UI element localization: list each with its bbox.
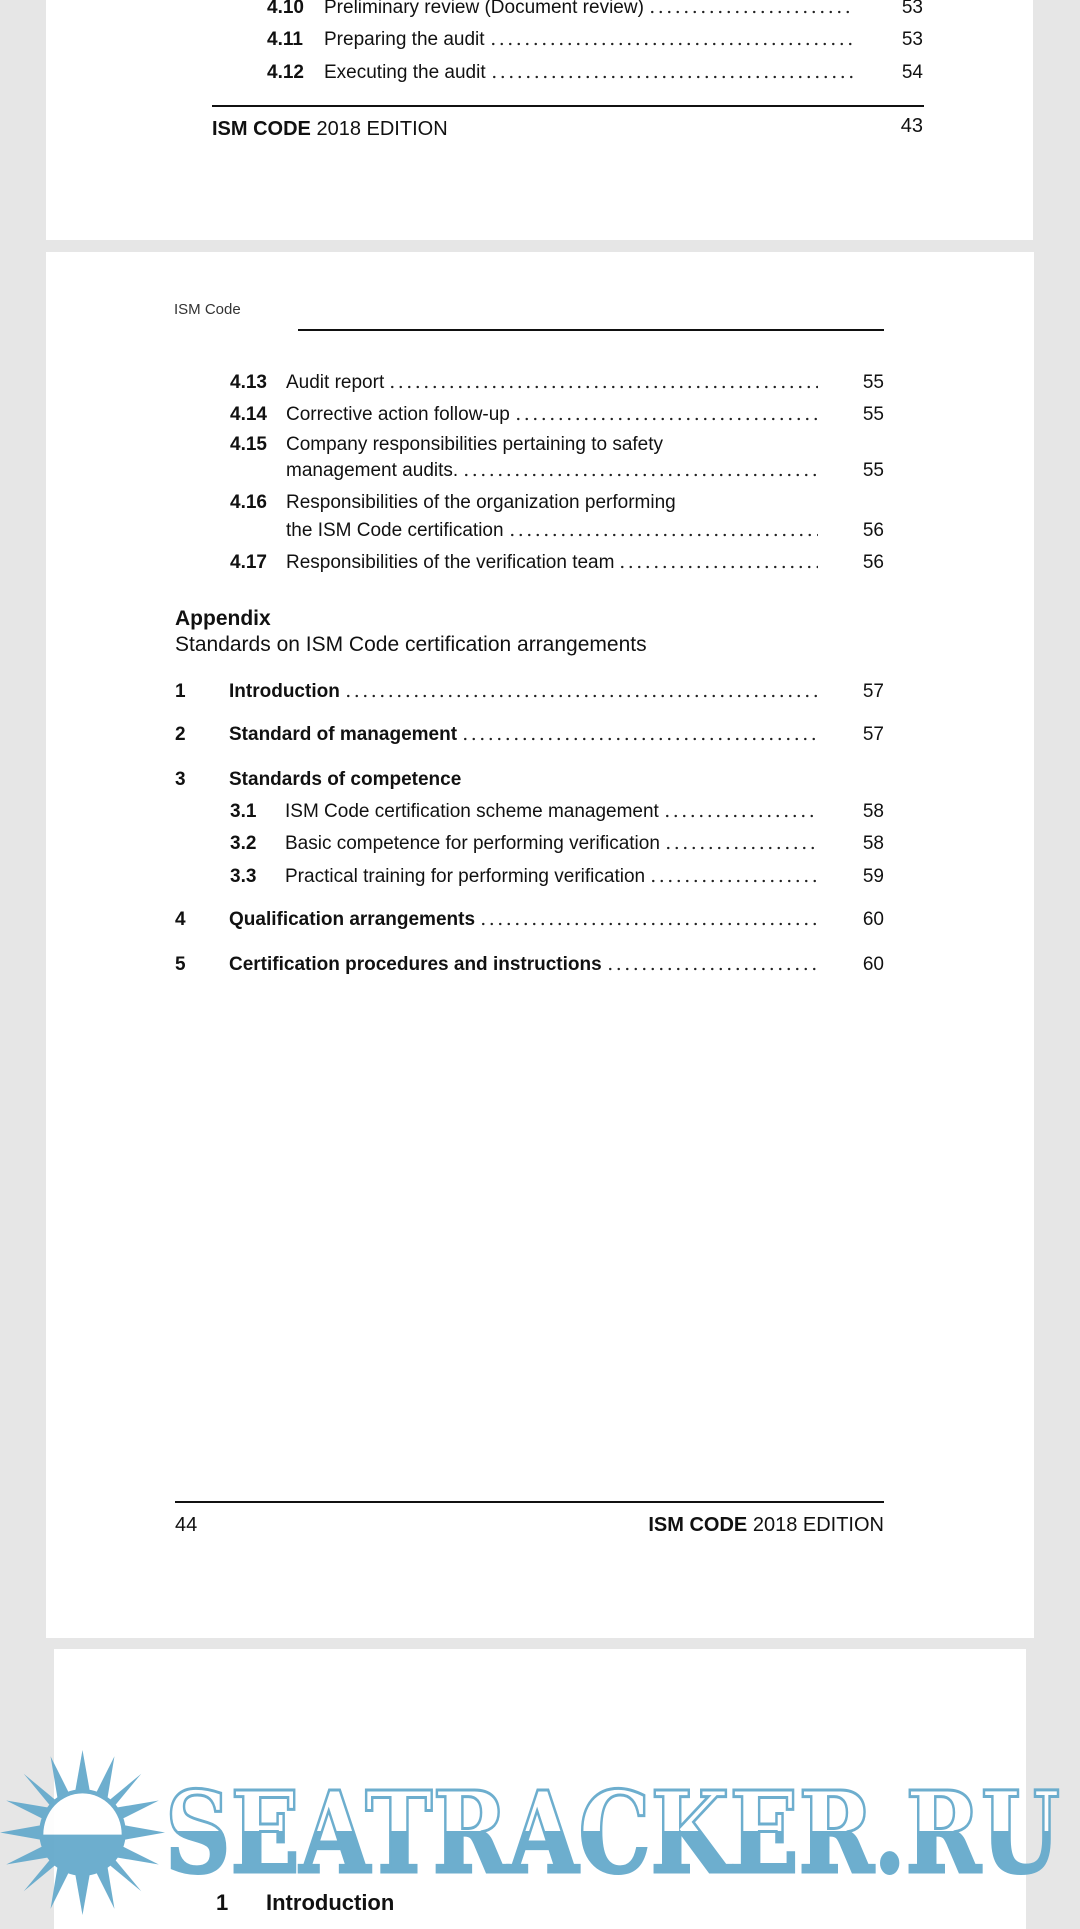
entry-number: 4.13 bbox=[230, 372, 267, 393]
dot-leader bbox=[648, 9, 853, 15]
section-page: 60 bbox=[862, 909, 884, 930]
toc-entry[interactable] bbox=[230, 370, 884, 394]
sun-logo-icon bbox=[0, 1750, 165, 1915]
entry-page: 54 bbox=[901, 62, 923, 83]
appendix-heading: Appendix bbox=[175, 607, 271, 630]
toc-entry[interactable] bbox=[267, 0, 923, 19]
entry-page: 55 bbox=[862, 460, 884, 481]
entry-title-continued: management audits. bbox=[286, 460, 459, 481]
section-page: 57 bbox=[862, 724, 884, 745]
subsection-page: 59 bbox=[862, 866, 884, 887]
entry-number: 4.12 bbox=[267, 62, 304, 83]
footer-brand: ISM CODE bbox=[648, 1514, 748, 1536]
toc-entry-line2[interactable] bbox=[286, 458, 884, 482]
page-44 bbox=[46, 252, 1034, 1638]
dot-leader bbox=[508, 532, 818, 538]
entry-page: 56 bbox=[862, 552, 884, 573]
entry-page: 53 bbox=[901, 0, 923, 18]
appendix-subtitle: Standards on ISM Code certification arrangements bbox=[175, 633, 647, 656]
section-title: Qualification arrangements bbox=[229, 909, 476, 930]
section-number: 1 bbox=[175, 681, 186, 702]
dot-leader bbox=[479, 921, 818, 927]
footer-edition: 2018 EDITION bbox=[316, 118, 448, 140]
subsection-title: Practical training for performing verification bbox=[285, 866, 646, 887]
dot-leader bbox=[388, 384, 818, 390]
entry-page: 53 bbox=[901, 29, 923, 50]
toc-section[interactable] bbox=[175, 907, 884, 931]
toc-section[interactable] bbox=[175, 767, 884, 791]
subsection-number: 3.2 bbox=[230, 833, 257, 854]
entry-title: Preparing the audit bbox=[324, 29, 485, 50]
entry-number: 4.10 bbox=[267, 0, 304, 18]
entry-title: Company responsibilities pertaining to safety bbox=[286, 434, 664, 455]
toc-subsection[interactable] bbox=[230, 799, 884, 823]
watermark bbox=[0, 1750, 1080, 1888]
subsection-page: 58 bbox=[862, 801, 884, 822]
footer-rule bbox=[212, 105, 924, 107]
dot-leader bbox=[461, 736, 818, 742]
entry-page: 55 bbox=[862, 404, 884, 425]
toc-section[interactable] bbox=[175, 952, 884, 976]
dot-leader bbox=[344, 693, 818, 699]
chapter-heading: Introduction bbox=[266, 1890, 395, 1915]
toc-section[interactable] bbox=[175, 679, 884, 703]
toc-entry[interactable] bbox=[230, 550, 884, 574]
toc-entry[interactable] bbox=[267, 27, 923, 51]
page-43 bbox=[46, 0, 1033, 240]
footer-brand: ISM CODE bbox=[212, 118, 311, 140]
footer-title bbox=[648, 1513, 884, 1537]
dot-leader bbox=[618, 564, 818, 570]
subsection-title: Basic competence for performing verification bbox=[285, 833, 660, 854]
section-title: Certification procedures and instructions bbox=[229, 954, 602, 975]
section-page: 60 bbox=[862, 954, 884, 975]
dot-leader bbox=[606, 966, 818, 972]
entry-number: 4.16 bbox=[230, 492, 267, 513]
entry-page: 55 bbox=[862, 372, 884, 393]
dot-leader bbox=[663, 813, 818, 819]
section-number: 3 bbox=[175, 769, 186, 790]
entry-title: Preliminary review (Document review) bbox=[324, 0, 644, 18]
toc-entry-line2[interactable] bbox=[286, 518, 884, 542]
entry-title: Audit report bbox=[286, 372, 385, 393]
toc-subsection[interactable] bbox=[230, 831, 884, 855]
dot-leader bbox=[490, 74, 853, 80]
running-head: ISM Code bbox=[174, 301, 241, 318]
toc-section[interactable] bbox=[175, 722, 884, 746]
section-number: 5 bbox=[175, 954, 186, 975]
entry-number: 4.15 bbox=[230, 434, 267, 455]
footer-rule bbox=[175, 1501, 884, 1503]
toc-subsection[interactable] bbox=[230, 864, 884, 888]
toc-entry-line1[interactable] bbox=[230, 432, 884, 456]
dot-leader bbox=[462, 472, 818, 478]
footer-page-number: 43 bbox=[900, 115, 923, 137]
toc-entry-line1[interactable] bbox=[230, 490, 884, 514]
entry-page: 56 bbox=[862, 520, 884, 541]
dot-leader bbox=[649, 878, 818, 884]
section-number: 4 bbox=[175, 909, 186, 930]
entry-title-continued: the ISM Code certification bbox=[286, 520, 504, 541]
footer-page-number: 44 bbox=[175, 1514, 198, 1536]
subsection-title: ISM Code certification scheme management bbox=[285, 801, 659, 822]
section-title: Standard of management bbox=[229, 724, 458, 745]
dot-leader bbox=[664, 845, 818, 851]
section-title: Introduction bbox=[229, 681, 340, 702]
svg-text:SEATRACKER.RU: SEATRACKER.RU bbox=[165, 1780, 1060, 1885]
entry-title: Executing the audit bbox=[324, 62, 486, 83]
entry-number: 4.11 bbox=[267, 29, 303, 50]
toc-entry[interactable] bbox=[230, 402, 884, 426]
entry-title: Responsibilities of the organization performing bbox=[286, 492, 676, 513]
section-number: 2 bbox=[175, 724, 186, 745]
entry-title: Corrective action follow-up bbox=[286, 404, 510, 425]
header-rule bbox=[298, 329, 884, 331]
footer-edition: 2018 EDITION bbox=[752, 1514, 884, 1536]
chapter-number: 1 bbox=[216, 1890, 229, 1915]
section-page: 57 bbox=[862, 681, 884, 702]
footer-title bbox=[212, 117, 448, 141]
subsection-number: 3.3 bbox=[230, 866, 257, 887]
toc-entry[interactable] bbox=[267, 60, 923, 84]
watermark-text bbox=[165, 1780, 1065, 1885]
section-title: Standards of competence bbox=[229, 769, 462, 790]
subsection-page: 58 bbox=[862, 833, 884, 854]
entry-number: 4.14 bbox=[230, 404, 267, 425]
dot-leader bbox=[514, 416, 818, 422]
subsection-number: 3.1 bbox=[230, 801, 257, 822]
dot-leader bbox=[489, 41, 853, 47]
entry-number: 4.17 bbox=[230, 552, 267, 573]
entry-title: Responsibilities of the verification team bbox=[286, 552, 615, 573]
